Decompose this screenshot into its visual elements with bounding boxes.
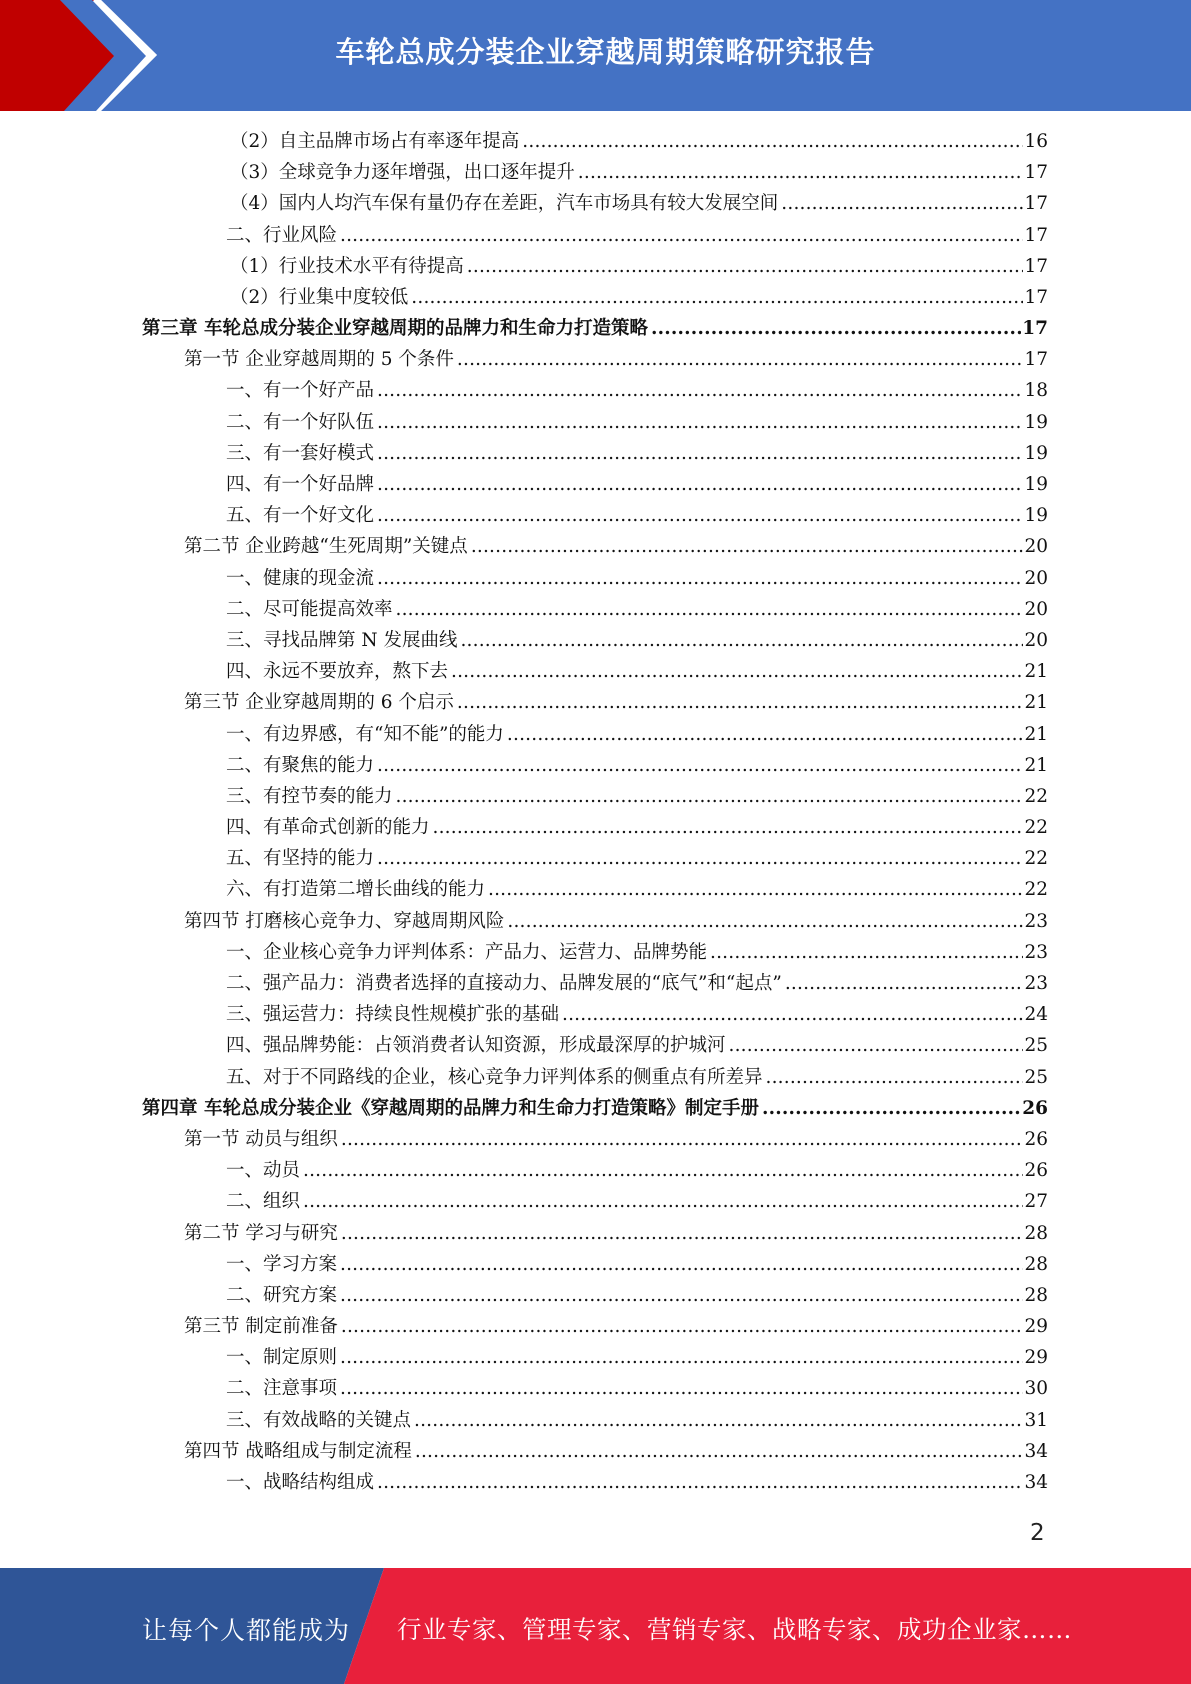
toc-entry-title: 第四节 打磨核心竞争力、穿越周期风险 — [184, 910, 505, 932]
toc-entry-page: 22 — [1024, 879, 1048, 901]
toc-dot-leader — [576, 157, 1024, 188]
toc-entry[interactable] — [142, 1186, 1048, 1217]
toc-dot-leader — [375, 843, 1023, 874]
toc-entry[interactable] — [142, 594, 1048, 625]
toc-entry-page: 18 — [1024, 380, 1048, 402]
toc-entry[interactable] — [142, 469, 1048, 500]
toc-entry-page: 31 — [1024, 1409, 1048, 1431]
toc-entry-page: 21 — [1024, 754, 1048, 776]
toc-entry[interactable] — [142, 1374, 1048, 1405]
toc-entry[interactable] — [142, 313, 1048, 344]
toc-entry-title: 一、企业核心竞争力评判体系：产品力、运营力、品牌势能 — [226, 941, 708, 963]
toc-dot-leader — [375, 500, 1023, 531]
toc-dot-leader — [412, 1405, 1023, 1436]
toc-dot-leader — [779, 188, 1023, 219]
toc-entry[interactable] — [142, 812, 1048, 843]
footer-slogan-left: 让每个人都能成为 — [142, 1616, 351, 1645]
toc-entry-page: 34 — [1024, 1440, 1048, 1462]
toc-entry-page: 25 — [1024, 1066, 1048, 1088]
toc-entry[interactable] — [142, 843, 1048, 874]
toc-dot-leader — [413, 1436, 1024, 1467]
toc-entry[interactable] — [142, 563, 1048, 594]
toc-dot-leader — [486, 875, 1023, 906]
toc-entry-page: 26 — [1024, 1128, 1048, 1150]
toc-entry[interactable] — [142, 157, 1048, 188]
toc-dot-leader — [375, 563, 1023, 594]
toc-dot-leader — [458, 625, 1023, 656]
toc-entry-title: （4）国内人均汽车保有量仍存在差距，汽车市场具有较大发展空间 — [230, 193, 779, 215]
toc-entry-page: 29 — [1024, 1316, 1048, 1338]
toc-entry-title: （2）行业集中度较低 — [230, 286, 409, 308]
toc-dot-leader — [338, 1342, 1023, 1373]
toc-dot-leader — [455, 344, 1024, 375]
toc-dot-leader — [505, 719, 1024, 750]
toc-entry-title: 一、有边界感，有“知不能”的能力 — [226, 723, 504, 745]
toc-entry-title: 五、有坚持的能力 — [226, 848, 375, 870]
toc-entry-title: 第一节 动员与组织 — [184, 1128, 338, 1150]
toc-dot-leader — [339, 1311, 1024, 1342]
toc-entry[interactable] — [142, 1030, 1048, 1061]
toc-dot-leader — [783, 968, 1024, 999]
toc-entry-title: 二、有聚焦的能力 — [226, 754, 375, 776]
toc-entry[interactable] — [142, 188, 1048, 219]
toc-entry[interactable] — [142, 687, 1048, 718]
toc-dot-leader — [431, 812, 1024, 843]
toc-dot-leader — [375, 1467, 1023, 1498]
toc-dot-leader — [339, 1218, 1024, 1249]
toc-entry-title: 二、尽可能提高效率 — [226, 598, 393, 620]
toc-entry[interactable] — [142, 126, 1048, 157]
toc-entry-page: 23 — [1024, 910, 1048, 932]
toc-entry-page: 29 — [1024, 1347, 1048, 1369]
toc-entry-title: 三、寻找品牌第 N 发展曲线 — [226, 629, 458, 651]
toc-entry[interactable] — [142, 1218, 1048, 1249]
toc-dot-leader — [301, 1155, 1023, 1186]
toc-dot-leader — [649, 313, 1021, 344]
footer-slogan-right: 行业专家、管理专家、营销专家、战略专家、成功企业家…… — [397, 1615, 1072, 1644]
toc-entry[interactable] — [142, 1311, 1048, 1342]
toc-entry-title: （2）自主品牌市场占有率逐年提高 — [230, 130, 520, 152]
toc-dot-leader — [469, 531, 1024, 562]
toc-entry-page: 17 — [1024, 255, 1048, 277]
toc-entry[interactable] — [142, 1062, 1048, 1093]
toc-entry-page: 21 — [1024, 661, 1048, 683]
toc-entry[interactable] — [142, 251, 1048, 282]
toc-entry-title: 二、行业风险 — [226, 224, 338, 246]
toc-dot-leader — [394, 594, 1024, 625]
toc-entry-title: 四、强品牌势能：占领消费者认知资源，形成最深厚的护城河 — [226, 1035, 726, 1057]
toc-dot-leader — [375, 438, 1023, 469]
toc-entry-title: 二、强产品力：消费者选择的直接动力、品牌发展的“底气”和“起点” — [226, 973, 782, 995]
toc-entry-title: 六、有打造第二增长曲线的能力 — [226, 879, 486, 901]
toc-entry-title: 一、学习方案 — [226, 1253, 338, 1275]
toc-entry[interactable] — [142, 1093, 1048, 1124]
toc-entry-title: 四、有革命式创新的能力 — [226, 817, 430, 839]
toc-entry-page: 17 — [1024, 193, 1048, 215]
toc-entry[interactable] — [142, 1155, 1048, 1186]
toc-entry[interactable] — [142, 1405, 1048, 1436]
toc-entry-page: 17 — [1024, 349, 1048, 371]
toc-entry-title: 一、制定原则 — [226, 1347, 338, 1369]
toc-entry-title: 一、战略结构组成 — [226, 1472, 375, 1494]
toc-entry-page: 22 — [1024, 817, 1048, 839]
toc-entry-title: 五、有一个好文化 — [226, 505, 375, 527]
toc-dot-leader — [339, 1124, 1024, 1155]
toc-entry[interactable] — [142, 1124, 1048, 1155]
toc-entry-page: 17 — [1024, 286, 1048, 308]
toc-dot-leader — [760, 1093, 1021, 1124]
toc-entry-page: 24 — [1024, 1004, 1048, 1026]
toc-dot-leader — [338, 220, 1023, 251]
toc-entry-page: 25 — [1024, 1035, 1048, 1057]
toc-dot-leader — [375, 407, 1023, 438]
toc-entry-title: 四、有一个好品牌 — [226, 474, 375, 496]
toc-entry[interactable] — [142, 500, 1048, 531]
toc-entry-page: 19 — [1024, 505, 1048, 527]
toc-entry-title: （3）全球竞争力逐年增强，出口逐年提升 — [230, 162, 575, 184]
toc-entry-title: 第二节 企业跨越“生死周期”关键点 — [184, 536, 468, 558]
toc-entry-title: （1）行业技术水平有待提高 — [230, 255, 464, 277]
toc-entry-title: 三、有一套好模式 — [226, 442, 375, 464]
toc-entry-page: 19 — [1024, 474, 1048, 496]
toc-entry-title: 一、健康的现金流 — [226, 567, 375, 589]
toc-entry-title: 一、动员 — [226, 1160, 301, 1182]
toc-entry-page: 21 — [1024, 723, 1048, 745]
table-of-contents — [142, 126, 1048, 1498]
toc-entry-title: 第三节 制定前准备 — [184, 1316, 338, 1338]
toc-dot-leader — [455, 687, 1024, 718]
toc-dot-leader — [301, 1186, 1023, 1217]
toc-dot-leader — [449, 656, 1023, 687]
toc-entry-title: 三、有效战略的关键点 — [226, 1409, 412, 1431]
toc-entry-page: 28 — [1024, 1253, 1048, 1275]
toc-entry[interactable] — [142, 282, 1048, 313]
toc-dot-leader — [394, 781, 1024, 812]
toc-entry-page: 19 — [1024, 411, 1048, 433]
toc-entry[interactable] — [142, 344, 1048, 375]
toc-dot-leader — [560, 999, 1023, 1030]
page-footer — [0, 1568, 1191, 1684]
toc-dot-leader — [505, 906, 1023, 937]
toc-entry-page: 34 — [1024, 1472, 1048, 1494]
toc-entry-page: 28 — [1024, 1222, 1048, 1244]
toc-entry[interactable] — [142, 438, 1048, 469]
toc-entry-title: 第三节 企业穿越周期的 6 个启示 — [184, 692, 454, 714]
toc-entry-page: 27 — [1024, 1191, 1048, 1213]
toc-entry-page: 20 — [1024, 598, 1048, 620]
toc-entry-page: 17 — [1022, 318, 1048, 340]
toc-entry-page: 22 — [1024, 848, 1048, 870]
toc-entry-title: 二、有一个好队伍 — [226, 411, 375, 433]
toc-entry-page: 17 — [1024, 162, 1048, 184]
toc-entry-title: 二、研究方案 — [226, 1284, 338, 1306]
toc-dot-leader — [375, 376, 1023, 407]
toc-dot-leader — [375, 750, 1023, 781]
page-number: 2 — [1030, 1520, 1045, 1546]
toc-entry[interactable] — [142, 968, 1048, 999]
toc-entry[interactable] — [142, 1467, 1048, 1498]
toc-dot-leader — [520, 126, 1023, 157]
toc-entry[interactable] — [142, 937, 1048, 968]
toc-entry[interactable] — [142, 376, 1048, 407]
toc-entry-title: 四、永远不要放弃，熬下去 — [226, 661, 449, 683]
toc-entry[interactable] — [142, 220, 1048, 251]
toc-entry[interactable] — [142, 750, 1048, 781]
toc-entry[interactable] — [142, 625, 1048, 656]
toc-dot-leader — [375, 469, 1023, 500]
toc-entry-page: 20 — [1024, 629, 1048, 651]
toc-entry[interactable] — [142, 1436, 1048, 1467]
toc-entry-title: 一、有一个好产品 — [226, 380, 375, 402]
toc-entry-page: 22 — [1024, 785, 1048, 807]
toc-entry-page: 23 — [1024, 973, 1048, 995]
toc-entry[interactable] — [142, 999, 1048, 1030]
toc-entry-page: 19 — [1024, 442, 1048, 464]
toc-entry[interactable] — [142, 1342, 1048, 1373]
toc-entry-title: 第三章 车轮总成分装企业穿越周期的品牌力和生命力打造策略 — [142, 318, 648, 340]
toc-entry-page: 23 — [1024, 941, 1048, 963]
toc-entry-page: 26 — [1024, 1160, 1048, 1182]
toc-entry-page: 20 — [1024, 567, 1048, 589]
toc-entry-page: 28 — [1024, 1284, 1048, 1306]
toc-entry[interactable] — [142, 719, 1048, 750]
toc-entry[interactable] — [142, 1280, 1048, 1311]
toc-entry[interactable] — [142, 906, 1048, 937]
toc-entry[interactable] — [142, 781, 1048, 812]
toc-entry-title: 五、对于不同路线的企业，核心竞争力评判体系的侧重点有所差异 — [226, 1066, 763, 1088]
toc-dot-leader — [764, 1062, 1024, 1093]
toc-entry-title: 第二节 学习与研究 — [184, 1222, 338, 1244]
toc-entry-page: 16 — [1024, 130, 1048, 152]
toc-entry-title: 三、有控节奏的能力 — [226, 785, 393, 807]
toc-dot-leader — [727, 1030, 1024, 1061]
toc-entry-page: 17 — [1024, 224, 1048, 246]
toc-entry-page: 21 — [1024, 692, 1048, 714]
toc-entry[interactable] — [142, 407, 1048, 438]
toc-entry-title: 二、组织 — [226, 1191, 301, 1213]
page-header — [0, 0, 1191, 111]
toc-entry-title: 第四节 战略组成与制定流程 — [184, 1440, 412, 1462]
toc-entry-title: 第一节 企业穿越周期的 5 个条件 — [184, 349, 454, 371]
toc-entry[interactable] — [142, 656, 1048, 687]
toc-dot-leader — [409, 282, 1023, 313]
toc-dot-leader — [338, 1280, 1023, 1311]
toc-entry-page: 26 — [1022, 1097, 1048, 1119]
toc-dot-leader — [708, 937, 1023, 968]
toc-entry[interactable] — [142, 531, 1048, 562]
report-title: 车轮总成分装企业穿越周期策略研究报告 — [335, 35, 876, 69]
toc-entry-title: 二、注意事项 — [226, 1378, 338, 1400]
toc-dot-leader — [338, 1374, 1023, 1405]
toc-dot-leader — [465, 251, 1024, 282]
toc-entry-title: 三、强运营力：持续良性规模扩张的基础 — [226, 1004, 560, 1026]
toc-entry[interactable] — [142, 875, 1048, 906]
toc-entry-page: 30 — [1024, 1378, 1048, 1400]
toc-entry-page: 20 — [1024, 536, 1048, 558]
toc-entry[interactable] — [142, 1249, 1048, 1280]
toc-dot-leader — [338, 1249, 1023, 1280]
toc-entry-title: 第四章 车轮总成分装企业《穿越周期的品牌力和生命力打造策略》制定手册 — [142, 1097, 759, 1119]
